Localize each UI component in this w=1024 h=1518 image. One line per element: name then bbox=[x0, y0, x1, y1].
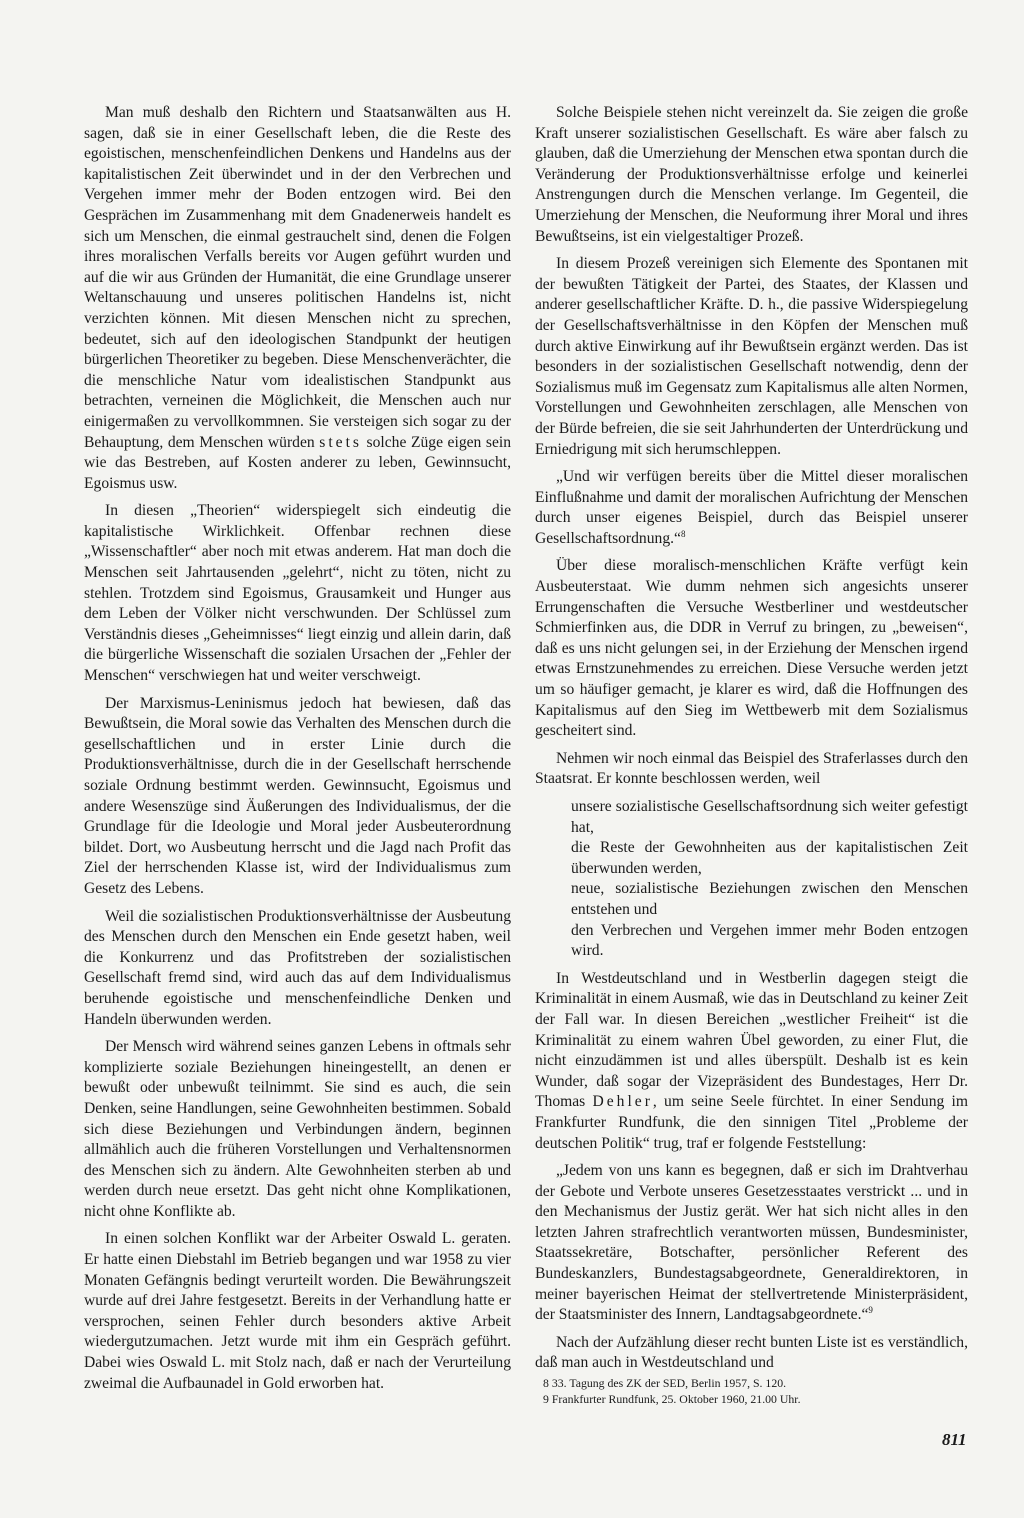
quotation bbox=[535, 1161, 968, 1326]
quotation bbox=[535, 467, 968, 549]
list-item: den Verbrechen und Vergehen immer mehr Boden entzogen wird. bbox=[571, 921, 968, 960]
paragraph: Über diese moralisch-menschlichen Kräfte verfügt kein Ausbeuterstaat. Wie dumm nehmen sich angesichts unserer Errungenschaften die Versuche Westberliner und westdeutscher Schmierfinken aus, die DDR in Verruf zu bringen, zu „beweisen“, daß es uns nicht gelungen sei, in der Erziehung der Menschen irgend etwas Ernstzunehmendes zu erreichen. Diese Versuche werden jetzt um so häufiger gemacht, je klarer es wird, daß die Hoffnungen des Kapitalismus auf den Sieg im Wettbewerb mit dem Sozialismus gescheitert sind. bbox=[535, 557, 968, 740]
list-item: neue, sozialistische Beziehungen zwischen den Menschen entstehen und bbox=[571, 880, 968, 918]
footnote: 8 33. Tagung des ZK der SED, Berlin 1957, S. 120. bbox=[543, 1376, 787, 1390]
paragraph bbox=[84, 103, 511, 494]
reason-list bbox=[535, 797, 968, 962]
footnote-ref: 8 bbox=[680, 528, 686, 539]
paragraph: Solche Beispiele stehen nicht vereinzelt da. Sie zeigen die große Kraft unserer sozialistischen Gesellschaft. Es wäre aber falsch zu glauben, daß die Umerziehung der Menschen etwa spontan durch die Veränderung der Produktionsverhältnisse erfolge und keinerlei Anstrengungen durch die Menschen verlange. Im Gegenteil, die Umerziehung der Menschen, die Neuformung ihrer Moral und ihres Bewußtseins, ist ein vielgestaltiger Prozeß. bbox=[535, 104, 968, 245]
paragraph-text: Man muß deshalb den Richtern und Staatsanwälten aus H. sagen, daß sie in einer Gesellschaft leben, die die Reste des egoistischen, menschenfeindlichen Denkens und Handelns aus der kapitalistischen Zeit überwindet und in der den Verbrechen und Vergehen immer mehr der Boden entzogen wird. Bei den Gesprächen im Zusammenhang mit dem Gnadenerweis handelt es sich um Menschen, die einmal gestrauchelt sind, denen die Folgen ihres moralischen Verfalls bereits vor Augen geführt wurden und auf die wir aus Gründen der Humanität, die eine Grundlage unserer Weltanschauung und unseres politischen Handelns ist, nicht verzichten können. Mit diesen Menschen nicht zu sprechen, bedeutet, sich auf den ideologischen Standpunkt der heutigen bürgerlichen Theoretiker zu begeben. Diese Menschenverächter, die die menschliche Natur vom idealistischen Standpunkt aus betrachten, verneinen die Möglichkeit, die Menschen auch nur einigermaßen zu vervollkommnen. Sie versteigen sich sogar zu der Behauptung, dem Menschen würden bbox=[84, 104, 511, 451]
footnote-ref: 9 bbox=[868, 1305, 873, 1316]
paragraph-text: , um seine Seele fürchtet. In einer Sendung im Frankfurter Rundfunk, die den sinnigen Titel „Probleme der deutschen Politik“ trug, traf er folgende Feststellung: bbox=[535, 1093, 969, 1152]
paragraph: Nehmen wir noch einmal das Beispiel des Straferlasses durch den Staatsrat. Er konnte beschlossen werden, weil bbox=[535, 749, 968, 788]
paragraph: Nach der Aufzählung dieser recht bunten Liste ist es verständlich, daß man auch in Westdeutschland und bbox=[535, 1333, 968, 1372]
spaced-word: Dehler bbox=[592, 1093, 653, 1111]
list-item: die Reste der Gewohnheiten aus der kapitalistischen Zeit überwunden werden, bbox=[571, 839, 968, 877]
spaced-word: stets bbox=[319, 433, 362, 451]
paragraph: In einen solchen Konflikt war der Arbeiter Oswald L. geraten. Er hatte einen Diebstahl im Betrieb begangen und war 1958 zu vier Monaten Gefängnis bedingt verurteilt worden. Die Bewährungszeit wurde auf drei Jahre festgesetzt. Bereits in der Verhandlung hatte er versprochen, seinen Fehler durch besonders aktive Arbeit wiedergutzumachen. Jetzt wurde mit ihm ein Gespräch geführt. Dabei wies Oswald L. mit Stolz nach, daß er nach der Verurteilung zweimal die Aufbaunadel in Gold erworben hat. bbox=[84, 1230, 511, 1392]
paragraph: Weil die sozialistischen Produktionsverhältnisse der Ausbeutung des Menschen durch den Menschen ein Ende gesetzt haben, weil die Konkurrenz und das Profitstreben der sozialistischen Gesellschaft fremd sind, wird auch das auf dem Individualismus beruhende egoistische und menschenfeindliche Denken und Handeln überwunden werden. bbox=[84, 907, 511, 1028]
left-column bbox=[84, 103, 511, 1401]
quotation-text: „Jedem von uns kann es begegnen, daß er sich im Drahtverhau der Gebote und Verbote unseres Gesetzesstaates verstrickt ... und in den Mechanismus der Justiz gerät. Wer hat sich nicht alles in den letzten Jahren strafrechtlich verantworten müssen, Bundesminister, Staatssekretäre, Botschafter, persönlicher Referent des Bundeskanzlers, Bundestagsabgeordnete, Generaldirektoren, in meiner bayerischen Heimat der stellvertretende Ministerpräsident, der Staatsminister des Innern, Landtagsabgeordnete.“ bbox=[535, 1162, 968, 1324]
paragraph-text: In Westdeutschland und in Westberlin dagegen steigt die Kriminalität in einem Ausmaß, wie das in Deutschland zu keiner Zeit der Fall war. In diesen Bereichen „westlicher Freiheit“ ist die Kriminalität zu einem wahren Übel geworden, zu einer Flut, die nicht einzudämmen ist und alles überspült. Deshalb ist es kein Wunder, daß sogar der Vizepräsident des Bundestages, Herr Dr. Thomas bbox=[535, 969, 968, 1111]
paragraph bbox=[535, 969, 968, 1154]
footnotes bbox=[535, 1375, 968, 1407]
paragraph-text: solche Züge eigen sein wie das Bestreben, auf Kosten anderer zu leben, Gewinnsucht, Egoismus usw. bbox=[84, 433, 512, 492]
page-number: 811 bbox=[942, 1430, 967, 1449]
paragraph: Der Marxismus-Leninismus jedoch hat bewiesen, daß das Bewußtsein, die Moral sowie das Verhalten des Menschen durch die gesellschaftlichen und in erster Linie durch die Produktionsverhältnisse, durch die in der Gesellschaft herrschende soziale Ordnung bestimmt werden. Gewinnsucht, Egoismus und andere Wesenszüge sind Äußerungen des Individualismus, der die Grundlage für die Ideologie und Moral jeder Ausbeuterordnung bildet. Dort, wo Ausbeutung herrscht und die Jagd nach Profit das Ziel der herrschenden Klasse ist, wird der Individualismus zum Gesetz des Lebens. bbox=[84, 694, 511, 897]
right-column bbox=[535, 103, 968, 1381]
footnote: 9 Frankfurter Rundfunk, 25. Oktober 1960, 21.00 Uhr. bbox=[543, 1392, 801, 1406]
paragraph: In diesem Prozeß vereinigen sich Elemente des Spontanen mit der bewußten Tätigkeit der Partei, des Staates, der Klassen und anderer gesellschaftlicher Kräfte. D. h., die passive Widerspiegelung der Gesellschaftsverhältnisse in den Köpfen der Menschen muß durch aktive Einwirkung auf ihr Bewußtsein ergänzt werden. Das ist besonders in der sozialistischen Gesellschaft notwendig, denn der Sozialismus muß im Gegensatz zum Kapitalismus alle alten Normen, Vorstellungen und Gewohnheiten zerschlagen, alle Menschen von der Bürde befreien, die sie seit Jahrhunderten der Unterdrückung und Erniedrigung mit sich herumschleppen. bbox=[535, 255, 968, 458]
paragraph: In diesen „Theorien“ widerspiegelt sich eindeutig die kapitalistische Wirklichkeit. Offenbar rechnen diese „Wissenschaftler“ aber noch mit etwas anderem. Hat man doch die Menschen seit Jahrtausenden „gelehrt“, nicht zu töten, nicht zu stehlen. Trotzdem sind Egoismus, Grausamkeit und Hunger aus dem Leben der Völker nicht verschwunden. Der Schlüssel zum Verständnis dieses „Geheimnisses“ liegt einzig und allein darin, daß die bürgerliche Wissenschaft die sozialen Ursachen der „Fehler der Menschen“ verschwiegen hat und weiter verschweigt. bbox=[84, 502, 511, 685]
paragraph: Der Mensch wird während seines ganzen Lebens in oftmals sehr komplizierte soziale Beziehungen hineingestellt, an denen er bewußt oder unbewußt teilnimmt. Sie sind es auch, die sein Denken, seine Handlungen, seine Gewohnheiten bestimmen. Sobald sich diese Beziehungen und Verbindungen ändern, beginnen allmählich auch die früheren Vorstellungen und Verhaltensnormen des Menschen sich zu ändern. Alte Gewohnheiten sterben ab und werden durch neue ersetzt. Das geht nicht ohne Komplikationen, nicht ohne Konflikte ab. bbox=[84, 1038, 511, 1220]
quotation-text: „Und wir verfügen bereits über die Mittel dieser moralischen Einflußnahme und damit der moralischen Aufrichtung der Menschen durch unser eigenes Beispiel, durch das Beispiel unserer Gesellschaftsordnung.“ bbox=[535, 468, 968, 547]
list-item: unsere sozialistische Gesellschaftsordnung sich weiter gefestigt hat, bbox=[571, 798, 968, 836]
